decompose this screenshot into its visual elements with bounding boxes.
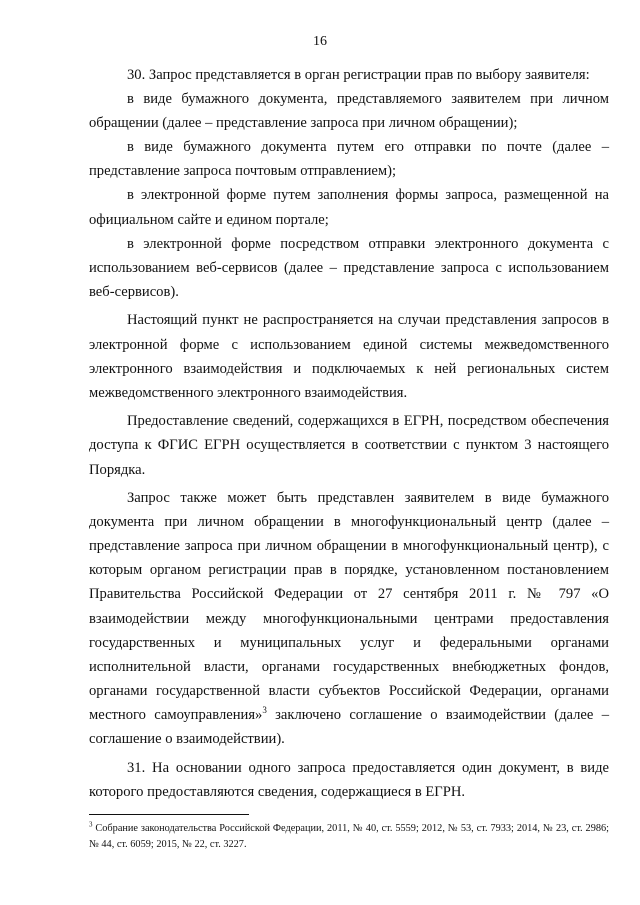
footnote-reference[interactable]: 3 <box>262 705 267 716</box>
footnote <box>89 821 609 853</box>
footnote-text: Собрание законодательства Российской Федерации, 2011, № 40, ст. 5559; 2012, № 53, ст. 7933; 2014, № 23, ст. 2986; № 44, ст. 6059; 2015, № 22, ст. 3227. <box>89 823 609 850</box>
paragraph-30-intro: 30. Запрос представляется в орган регистрации прав по выбору заявителя: <box>127 67 590 83</box>
footnote-divider <box>89 814 249 815</box>
paragraph-mfc <box>89 486 609 751</box>
paragraph-mfc-text: Запрос также может быть представлен заявителем в виде бумажного документа при личном обращении в многофункциональный центр (далее – представление запроса при личном обращении в многофункциональный центр), с которым органом регистрации прав в порядке, установленном постановлением Правительства Российской Федерации от 27 сентября 2011 г. № 797 «О взаимодействии между многофункциональными центрами предоставления государственных и муниципальных услуг и федеральными органами исполнительной власти, органами государственных внебюджетных фондов, органами государственной власти субъектов Российской Федерации, органами местного самоуправления» <box>89 490 609 723</box>
paragraph-scope-exclusion: Настоящий пункт не распространяется на случаи представления запросов в электронной форме с использованием единой системы межведомственного электронного взаимодействия и подключаемых к ней региональных систем межведомственного электронного взаимодействия. <box>89 312 609 401</box>
document-body <box>89 63 609 804</box>
paragraph-paper-personal: в виде бумажного документа, представляемого заявителем при личном обращении (далее – представление запроса при личном обращении); <box>89 91 609 132</box>
paragraph-electronic-form: в электронной форме путем заполнения формы запроса, размещенной на официальном сайте и едином портале; <box>89 187 609 228</box>
paragraph-mfc-text-end: заключено соглашение о взаимодействии (далее – соглашение о взаимодействии). <box>89 706 609 748</box>
footnote-marker: 3 <box>89 820 93 829</box>
paragraph-fgis-access: Предоставление сведений, содержащихся в ЕГРН, посредством обеспечения доступа к ФГИС ЕГРН осуществляется в соответствии с пунктом 3 настоящего Порядка. <box>89 413 609 478</box>
paragraph-paper-mail: в виде бумажного документа путем его отправки по почте (далее – представление запроса почтовым отправлением); <box>89 139 609 180</box>
paragraph-web-services: в электронной форме посредством отправки электронного документа с использованием веб-сервисов (далее – представление запроса с использованием веб-сервисов). <box>89 235 609 300</box>
paragraph-31: 31. На основании одного запроса предоставляется один документ, в виде которого предоставляются сведения, содержащиеся в ЕГРН. <box>89 759 609 800</box>
page-number: 16 <box>313 34 327 49</box>
